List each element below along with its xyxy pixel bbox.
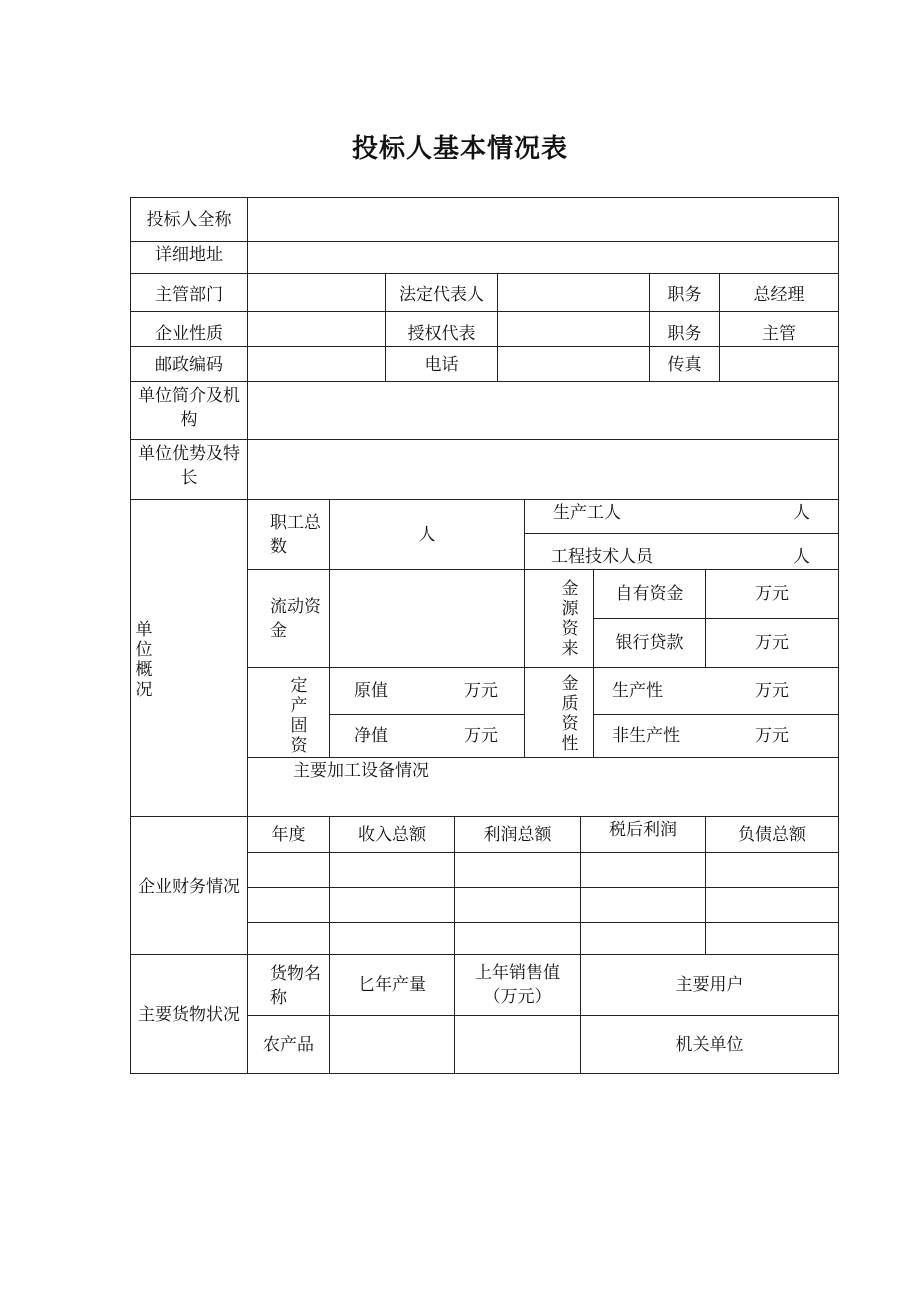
- goods-output-label: 匕年产量: [358, 975, 426, 995]
- goods-row-item: 农产品: [263, 1035, 314, 1055]
- legal-rep-label: 法定代表人: [399, 285, 484, 305]
- finance-header-income: 收入总额: [358, 825, 426, 845]
- goods-sales-label-line2: （万元）: [483, 987, 552, 1007]
- staff-label-line1: 职工总: [270, 513, 321, 533]
- goods-row-user: 机关单位: [675, 1035, 744, 1055]
- address-field[interactable]: [250, 243, 836, 273]
- production-workers-label: 生产工人: [553, 503, 621, 523]
- goods-section-label: 主要货物状况: [138, 1005, 240, 1025]
- finance-header-profit: 利润总额: [483, 825, 552, 845]
- job-label-1: 职务: [667, 285, 702, 305]
- staff-label-line2: 数: [270, 537, 287, 557]
- auth-rep-label: 授权代表: [407, 324, 476, 344]
- own-funds-label: 自有资金: [615, 584, 684, 604]
- address-label: 详细地址: [155, 245, 223, 265]
- non-productive-label: 非生产性: [612, 726, 680, 746]
- job-value-2: 主管: [762, 324, 796, 344]
- productive-unit: 万元: [755, 681, 789, 701]
- goods-users-label: 主要用户: [675, 975, 744, 995]
- dept-label: 主管部门: [155, 285, 223, 305]
- goods-sales-label-line1: 上年销售值: [475, 963, 560, 983]
- original-value-unit: 万元: [464, 681, 498, 701]
- capital-nature-label: 金 质 资 性: [561, 674, 579, 754]
- postcode-label: 邮政编码: [155, 355, 223, 375]
- finance-section-label: 企业财务情况: [138, 877, 240, 897]
- working-capital-label-line1: 流动资: [270, 597, 321, 617]
- page-title: 投标人基本情况表: [351, 134, 568, 164]
- bank-loan-unit: 万元: [755, 633, 789, 653]
- net-value-unit: 万元: [464, 726, 498, 746]
- intro-label-line2: 构: [180, 410, 198, 430]
- finance-header-liabilities: 负债总额: [738, 825, 806, 845]
- bidder-name-field[interactable]: [250, 199, 836, 241]
- overview-section-label: 单 位 概 况: [135, 620, 153, 700]
- fund-source-label: 金 源 资 来: [561, 579, 579, 659]
- advantage-label-line2: 长: [180, 468, 198, 488]
- productive-label: 生产性: [612, 681, 663, 701]
- phone-label: 电话: [424, 355, 459, 375]
- net-value-label: 净值: [354, 726, 388, 746]
- bank-loan-label: 银行贷款: [615, 633, 684, 653]
- own-funds-unit: 万元: [755, 584, 789, 604]
- tech-staff-unit: 人: [793, 547, 810, 567]
- finance-header-net-profit: 税后利润: [609, 820, 677, 840]
- working-capital-label-line2: 金: [270, 621, 287, 641]
- non-productive-unit: 万元: [755, 726, 789, 746]
- equipment-label: 主要加工设备情况: [293, 761, 429, 781]
- job-label-2: 职务: [667, 324, 702, 344]
- nature-label: 企业性质: [155, 324, 223, 344]
- job-value-1: 总经理: [753, 285, 805, 305]
- fixed-assets-label: 定 产 固 资: [290, 676, 308, 756]
- bidder-name-label: 投标人全称: [146, 210, 232, 230]
- tech-staff-label: 工程技术人员: [551, 547, 653, 567]
- original-value-label: 原值: [354, 681, 388, 701]
- production-workers-unit: 人: [793, 503, 810, 523]
- staff-unit: 人: [418, 525, 436, 545]
- goods-name-label-line1: 货物名: [270, 964, 321, 984]
- advantage-label-line1: 单位优势及特: [138, 444, 240, 464]
- intro-label-line1: 单位简介及机: [138, 386, 240, 406]
- goods-name-label-line2: 称: [270, 988, 287, 1008]
- finance-header-year: 年度: [271, 825, 306, 845]
- fax-label: 传真: [667, 355, 702, 375]
